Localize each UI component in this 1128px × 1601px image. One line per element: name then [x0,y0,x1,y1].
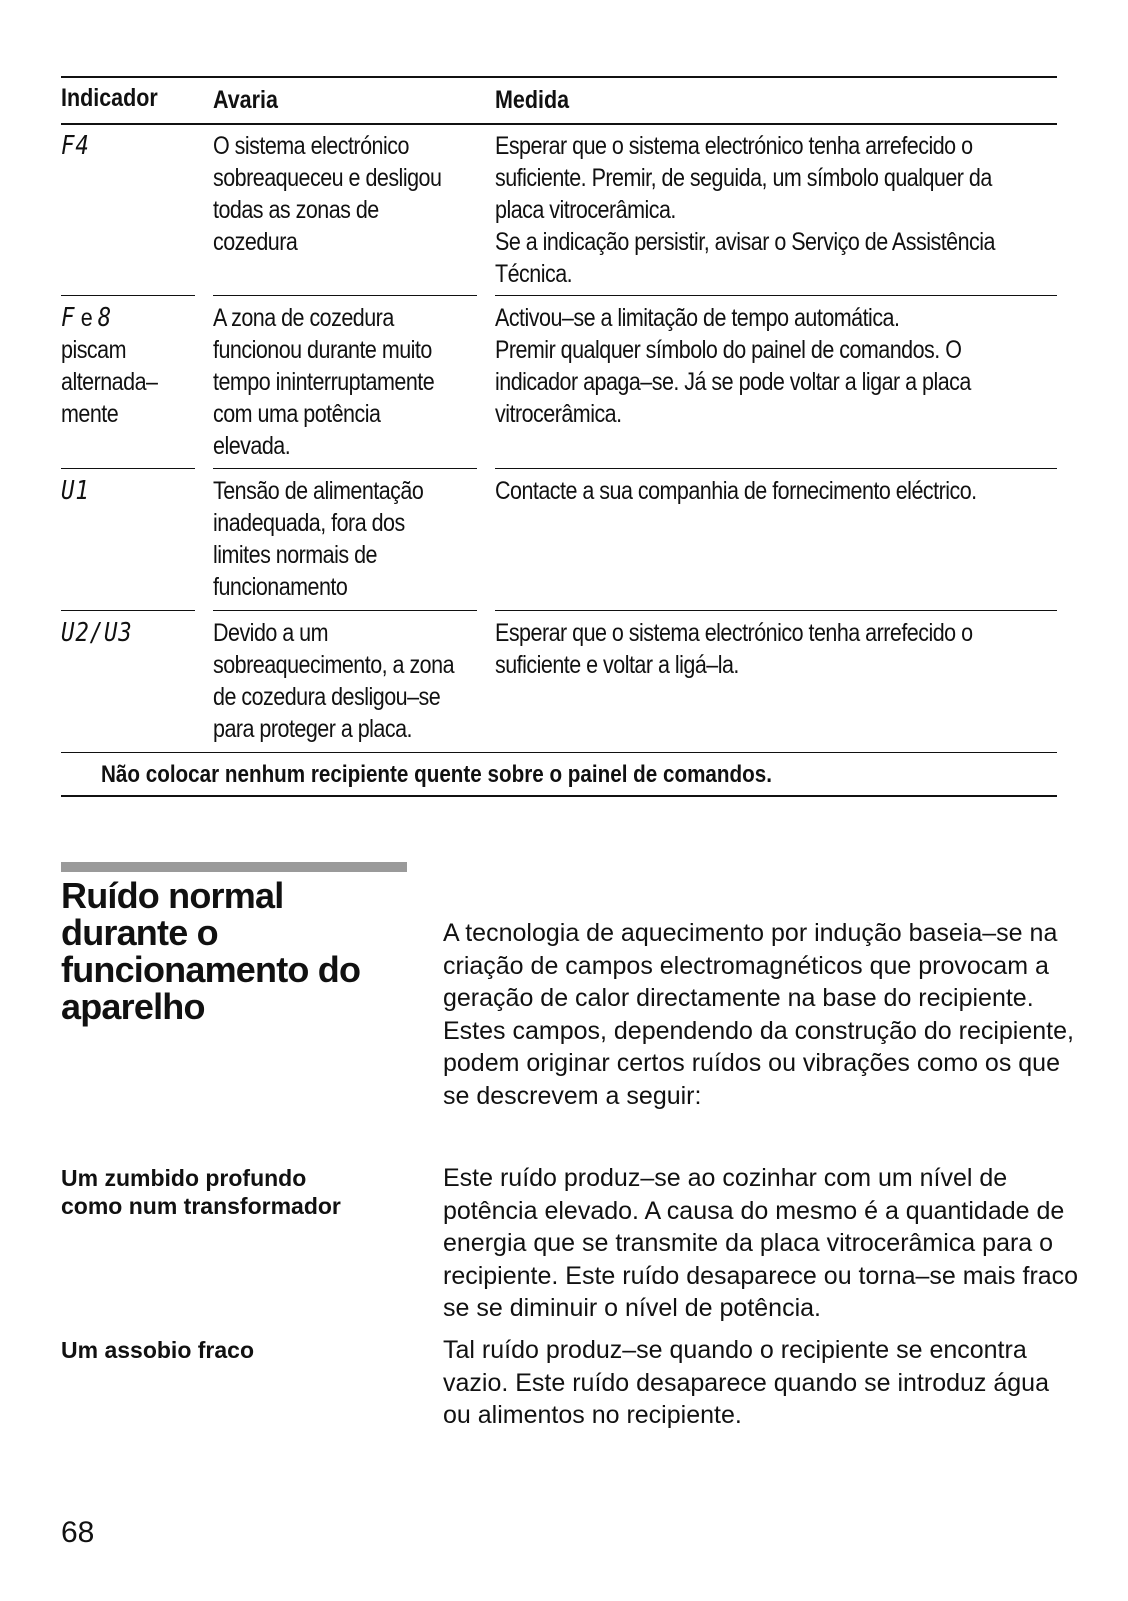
row3-indicator [61,475,90,507]
row4-indicator [61,617,133,649]
table-note: Não colocar nenhum recipiente quente sobre o painel de comandos. [101,761,772,788]
page-number: 68 [61,1516,95,1549]
indicator-code: F4 [61,131,90,161]
item-heading-whistle: Um assobio fraco [61,1337,254,1363]
item-text-whistle: Tal ruído produz–se quando o recipiente se encontra vazio. Este ruído desaparece quando se introduz água ou alimentos no recipiente. [443,1336,1049,1429]
row3-divider-indicator [61,610,195,611]
row1-measure: Esperar que o sistema electrónico tenha arrefecido o suficiente. Premir, de seguida, um símbolo qualquer da placa vitrocerâmica. Se a indicação persistir, avisar o Serviço de Assistência Técnica. [495,132,995,288]
row4-divider [61,752,1057,753]
indicator-code-2: 8 [97,303,113,333]
row1-divider-indicator [61,295,195,296]
row1-fault: O sistema electrónico sobreaqueceu e desligou todas as zonas de cozedura [213,132,442,256]
section-bar [61,862,407,872]
section-intro: A tecnologia de aquecimento por indução baseia–se na criação de campos electromagnéticos que provocam a geração de calor directamente na base do recipiente. Estes campos, dependendo da construção do recipiente, podem originar certos ruídos ou vibrações como os que se descrevem a seguir: [443,919,1074,1110]
row1-divider-fault [213,295,477,296]
table-top-rule [61,76,1057,78]
header-indicator: Indicador [61,84,158,112]
indicator-code: F [61,303,76,333]
indicator-code: U1 [61,476,90,506]
section-title: Ruído normal durante o funcionamento do aparelho [61,875,361,1027]
indicator-code: U2/U3 [61,618,133,648]
row2-divider-fault [213,468,477,469]
table-header-rule [61,123,1057,125]
row2-divider-measure [495,468,1057,469]
row4-fault: Devido a um sobreaquecimento, a zona de cozedura desligou–se para proteger a placa. [213,619,455,743]
header-fault: Avaria [213,86,278,114]
item-heading-hum: Um zumbido profundo como num transformador [61,1165,341,1219]
table-bottom-rule [61,795,1057,797]
row2-measure: Activou–se a limitação de tempo automática. Premir qualquer símbolo do painel de comandos. O indicador apaga–se. Já se pode voltar a ligar a placa vitrocerâmica. [495,304,971,428]
row3-divider-fault [213,610,477,611]
header-measure: Medida [495,86,570,114]
row3-measure: Contacte a sua companhia de fornecimento eléctrico. [495,477,977,505]
row2-indicator: F e 8 piscam alternada– mente [61,303,158,428]
row4-measure: Esperar que o sistema electrónico tenha arrefecido o suficiente e voltar a ligá–la. [495,619,973,679]
row1-indicator [61,130,90,162]
item-text-hum: Este ruído produz–se ao cozinhar com um nível de potência elevado. A causa do mesmo é a quantidade de energia que se transmite da placa vitrocerâmica para o recipiente. Este ruído desaparece ou torna–se mais fraco se se diminuir o nível de potência. [443,1164,1079,1322]
row3-fault: Tensão de alimentação inadequada, fora dos limites normais de funcionamento [213,477,424,601]
row3-divider-measure [495,610,1057,611]
row2-divider-indicator [61,468,195,469]
row1-divider-measure [495,295,1057,296]
row2-fault: A zona de cozedura funcionou durante muito tempo ininterruptamente com uma potência elevada. [213,304,435,460]
